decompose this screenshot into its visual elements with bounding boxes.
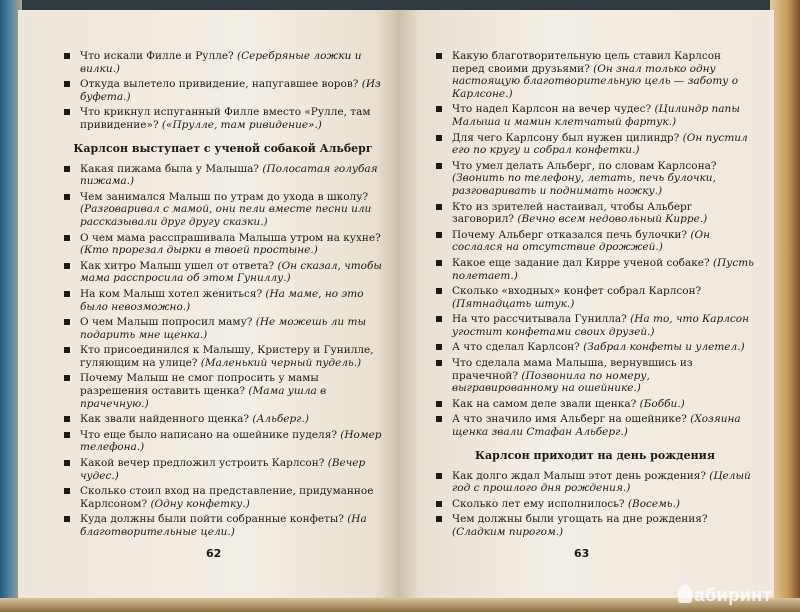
- bullet-icon: [64, 81, 70, 87]
- question-text: Почему Альберг отказался печь булочки?: [452, 228, 691, 241]
- answer-text: (Вечно всем недовольный Кирре.): [517, 213, 708, 226]
- bullet-icon: [64, 194, 70, 200]
- bullet-icon: [436, 401, 442, 407]
- section-title: Карлсон выступает с ученой собакой Альберг: [73, 141, 373, 155]
- answer-text: (Пятнадцать штук.): [452, 297, 575, 310]
- bullet-icon: [436, 260, 442, 266]
- question-text: Что умел делать Альберг, по словам Карлсона?: [452, 159, 717, 172]
- bullet-icon: [436, 288, 442, 294]
- question-item: [436, 513, 754, 538]
- answer-text: (Восемь.): [627, 497, 680, 510]
- question-text: На ком Малыш хотел жениться?: [80, 287, 266, 300]
- question-text: О чем Малыш попросил маму?: [80, 316, 256, 329]
- question-text: Чем должны были угощать на дне рождения?: [452, 513, 708, 526]
- question-text: Какое еще задание дал Кирре ученой собаке?: [452, 256, 713, 269]
- question-item: [64, 344, 382, 369]
- question-item: [436, 229, 754, 254]
- answer-text: (На благотворительные цели.): [80, 513, 367, 538]
- question-item: [64, 106, 382, 131]
- answer-text: (Вечер чудес.): [80, 457, 366, 482]
- answer-text: (Забрал конфеты и улетел.): [583, 341, 745, 354]
- question-item: [64, 288, 382, 313]
- answer-text: (Пусть полетает.): [452, 256, 754, 282]
- bullet-icon: [436, 106, 442, 112]
- question-item: [436, 470, 754, 495]
- left-page: [18, 10, 398, 598]
- question-text: Какой вечер предложил устроить Карлсон?: [80, 457, 328, 470]
- question-item: [64, 429, 382, 454]
- answer-text: (Одну конфетку.): [150, 497, 250, 510]
- question-item: [64, 485, 382, 510]
- answer-text: (На то, что Карлсон угостит конфетами своих друзей.): [452, 313, 750, 338]
- answer-text: («Прулле, там ривидение».): [161, 118, 322, 131]
- answer-text: (Серебряные ложки и вилки.): [80, 50, 362, 75]
- bullet-icon: [436, 204, 442, 210]
- answer-text: (Полосатая голубая пижама.): [80, 162, 378, 188]
- right-top-questions: [436, 50, 754, 439]
- answer-text: (Номер телефона.): [80, 428, 382, 454]
- bullet-icon: [64, 53, 70, 59]
- question-item: [436, 498, 754, 511]
- question-item: [64, 78, 382, 103]
- question-text: А что сделал Карлсон?: [452, 341, 584, 354]
- answer-text: (Он пустил его по кругу и собрал конфетки.): [452, 131, 748, 157]
- answer-text: (Позвонила по номеру, выгравированному на ошейнике.): [452, 369, 650, 395]
- answer-text: (Целый год с прошлого дня рождения.): [452, 469, 751, 495]
- question-item: [436, 398, 754, 411]
- question-item: [64, 372, 382, 410]
- page-number: 62: [206, 547, 222, 560]
- question-item: [436, 285, 754, 310]
- answer-text: (Альберг.): [252, 413, 309, 426]
- bullet-icon: [436, 416, 442, 422]
- question-item: [64, 457, 382, 482]
- bullet-icon: [64, 291, 70, 297]
- left-bottom-questions: [64, 163, 382, 539]
- bullet-icon: [436, 232, 442, 238]
- page-number: 63: [574, 547, 590, 560]
- bullet-icon: [64, 416, 70, 422]
- watermark-text: абиринт: [694, 585, 772, 605]
- question-text: Как хитро Малыш ушел от ответа?: [80, 259, 278, 272]
- answer-text: (Сладким пирогом.): [452, 526, 564, 538]
- question-item: [436, 257, 754, 282]
- answer-text: (Звонить по телефону, летать, печь булочки, разговаривать и поднимать ножку.): [452, 172, 716, 197]
- bullet-icon: [436, 473, 442, 479]
- question-text: Что надел Карлсон на вечер чудес?: [452, 103, 655, 116]
- labirint-watermark: [678, 585, 772, 606]
- question-item: [436, 50, 754, 100]
- question-item: [64, 232, 382, 257]
- answer-text: (Разговаривал с мамой, они пели вместе песни или рассказывали друг другу сказки.): [80, 203, 372, 228]
- answer-text: (Цилиндр папы Малыша и мамин клетчатый фартук.): [452, 103, 740, 128]
- question-text: Как на самом деле звали щенка?: [452, 397, 640, 410]
- question-text: Что еще было написано на ошейнике пуделя?: [80, 428, 341, 441]
- bullet-icon: [64, 516, 70, 522]
- question-item: [436, 341, 754, 354]
- question-text: Куда должны были пойти собранные конфеты?: [80, 513, 348, 526]
- section-title: Карлсон приходит на день рождения: [475, 448, 715, 462]
- bullet-icon: [64, 235, 70, 241]
- bullet-icon: [64, 319, 70, 325]
- answer-text: (Он знал только одну настоящую благотворительную цель — заботу о Карлсоне.): [452, 62, 739, 100]
- question-text: Сколько стоил вход на представление, придуманное Карлсоном?: [80, 485, 374, 510]
- bullet-icon: [64, 263, 70, 269]
- bullet-icon: [436, 344, 442, 350]
- bullet-icon: [436, 316, 442, 322]
- question-text: Что сделала мама Малыша, вернувшись из прачечной?: [452, 357, 693, 382]
- bullet-icon: [436, 53, 442, 59]
- question-item: [436, 357, 754, 395]
- left-top-questions: [64, 50, 382, 132]
- bullet-icon: [64, 460, 70, 466]
- question-item: [436, 201, 754, 226]
- answer-text: (Хозяина щенка звали Стафан Альберг.): [452, 413, 741, 439]
- question-text: Откуда вылетело привидение, напугавшее воров?: [80, 78, 362, 91]
- question-item: [436, 160, 754, 198]
- answer-text: (На маме, но это было невозможно.): [80, 287, 364, 313]
- bullet-icon: [64, 432, 70, 438]
- question-text: Что крикнул испуганный Филле вместо «Рулле, там привидение»?: [80, 106, 371, 131]
- question-text: Кто присоединился к Малышу, Кристеру и Гунилле, гуляющим на улице?: [80, 344, 374, 369]
- question-item: [436, 132, 754, 157]
- question-text: О чем мама расспрашивала Малыша утром на кухне?: [80, 231, 381, 244]
- answer-text: (Кто прорезал дырки в твоей простыне.): [80, 244, 318, 257]
- question-text: А что значило имя Альберг на ошейнике?: [452, 413, 691, 426]
- question-item: [64, 513, 382, 538]
- question-text: Как долго ждал Малыш этот день рождения?: [452, 469, 710, 482]
- answer-text: (Он сказал, чтобы мама расспросила об этом Гуниллу.): [80, 259, 382, 285]
- bullet-icon: [64, 109, 70, 115]
- question-text: Чем занимался Малыш по утрам до ухода в школу?: [80, 190, 369, 203]
- answer-text: (Маленький черный пудель.): [200, 356, 362, 369]
- right-page: [398, 10, 774, 598]
- watermark-logo-icon: [678, 585, 692, 603]
- question-item: [436, 313, 754, 338]
- bullet-icon: [436, 501, 442, 507]
- question-item: [64, 413, 382, 426]
- question-item: [64, 316, 382, 341]
- question-text: Почему Малыш не смог попросить у мамы разрешения оставить щенка?: [80, 372, 319, 398]
- bullet-icon: [64, 166, 70, 172]
- bullet-icon: [64, 488, 70, 494]
- bullet-icon: [436, 163, 442, 169]
- answer-text: (Бобби.): [639, 397, 685, 410]
- answer-text: (Мама ушла в прачечную.): [80, 385, 327, 410]
- answer-text: (Из буфета.): [80, 78, 381, 103]
- question-text: Для чего Карлсону был нужен цилиндр?: [452, 131, 683, 144]
- answer-text: (Не можешь ли ты подарить мне щенка.): [80, 316, 367, 341]
- question-text: Какая пижама была у Малыша?: [80, 162, 263, 175]
- question-text: Сколько лет ему исполнилось?: [452, 497, 628, 510]
- right-bottom-questions: [436, 470, 754, 539]
- question-item: [436, 103, 754, 128]
- question-text: Что искали Филле и Рулле?: [80, 50, 237, 62]
- question-item: [64, 50, 382, 75]
- question-text: Сколько «входных» конфет собрал Карлсон?: [452, 285, 702, 298]
- bullet-icon: [64, 347, 70, 353]
- question-text: На что рассчитывала Гунилла?: [452, 313, 631, 326]
- bullet-icon: [436, 135, 442, 141]
- question-item: [64, 260, 382, 285]
- question-item: [64, 163, 382, 188]
- bullet-icon: [436, 516, 442, 522]
- bullet-icon: [436, 360, 442, 366]
- bullet-icon: [64, 375, 70, 381]
- book-cover-edge-right: [770, 0, 800, 612]
- answer-text: (Он сослался на отсутствие дрожжей.): [452, 228, 710, 254]
- question-text: Как звали найденного щенка?: [80, 413, 253, 426]
- question-item: [64, 191, 382, 229]
- question-text: Кто из зрителей настаивал, чтобы Альберг заговорил?: [452, 200, 693, 226]
- question-item: [436, 413, 754, 438]
- question-text: Какую благотворительную цель ставил Карлсон перед своими друзьями?: [452, 50, 722, 75]
